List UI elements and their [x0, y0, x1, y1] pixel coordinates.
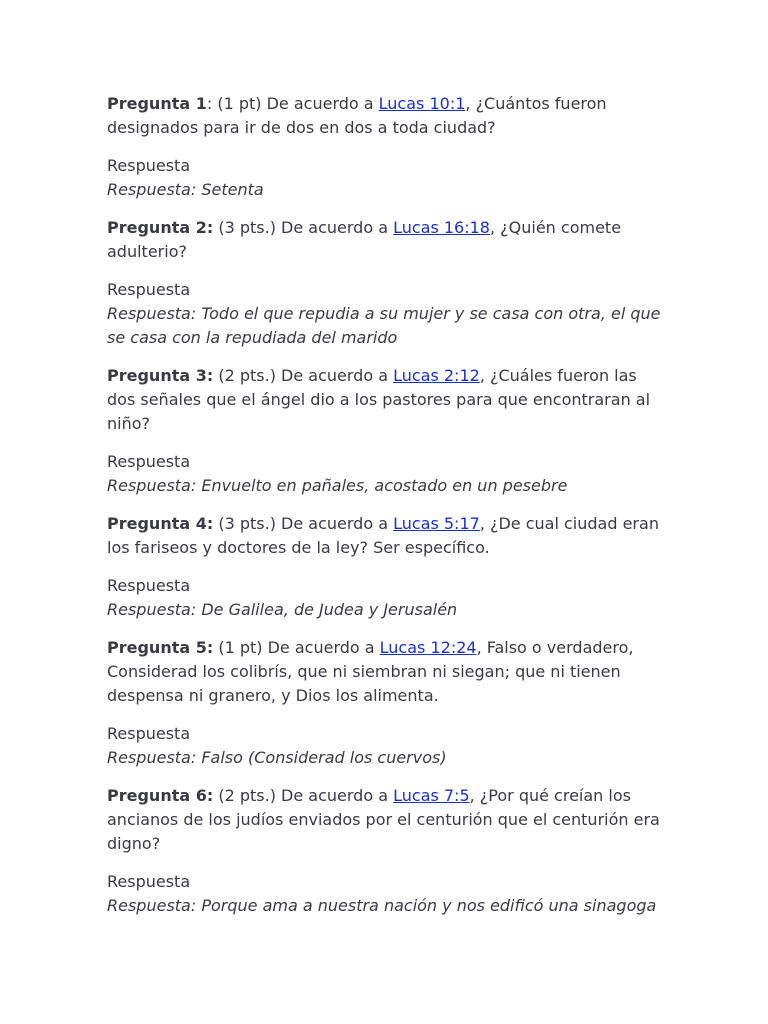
question-points: (3 pts.) De acuerdo a: [213, 218, 394, 237]
question-text: , ¿Quién comete adulterio?: [107, 218, 622, 261]
answer-text: Respuesta: Porque ama a nuestra nación y nos edificó una sinagoga: [107, 896, 657, 915]
answer-text: Respuesta: Envuelto en pañales, acostado en un pesebre: [107, 476, 568, 495]
question-label: Pregunta 1: [107, 94, 207, 113]
scripture-link[interactable]: Lucas 2:12: [393, 366, 480, 385]
answer-block-6: [107, 870, 668, 918]
question-2: [107, 216, 668, 264]
answer-block-5: [107, 722, 668, 770]
question-label: Pregunta 2:: [107, 218, 214, 237]
question-points: : (1 pt) De acuerdo a: [206, 94, 379, 113]
question-label: Pregunta 5:: [107, 638, 214, 657]
answer-block-3: [107, 450, 668, 498]
answer-text: Respuesta: Falso (Considerad los cuervos): [107, 748, 447, 767]
answer-text: Respuesta: Todo el que repudia a su mujer y se casa con otra, el que se casa con la repudiada del marido: [107, 304, 661, 347]
question-label: Pregunta 4:: [107, 514, 214, 533]
answer-block-2: [107, 278, 668, 350]
question-6: [107, 784, 668, 856]
answer-title: Respuesta: [107, 280, 191, 299]
answer-title: Respuesta: [107, 872, 191, 891]
question-points: (1 pt) De acuerdo a: [213, 638, 380, 657]
question-points: (3 pts.) De acuerdo a: [213, 514, 394, 533]
scripture-link[interactable]: Lucas 7:5: [393, 786, 470, 805]
question-5: [107, 636, 668, 708]
question-block-3: [107, 364, 668, 498]
question-text: , ¿Cuántos fueron designados para ir de dos en dos a toda ciudad?: [107, 94, 607, 137]
question-3: [107, 364, 668, 436]
question-block-5: [107, 636, 668, 770]
scripture-link[interactable]: Lucas 12:24: [379, 638, 477, 657]
question-label: Pregunta 3:: [107, 366, 214, 385]
answer-text: Respuesta: Setenta: [107, 180, 264, 199]
question-block-6: [107, 784, 668, 918]
answer-title: Respuesta: [107, 576, 191, 595]
question-label: Pregunta 6:: [107, 786, 214, 805]
question-1: [107, 92, 668, 140]
answer-block-1: [107, 154, 668, 202]
question-block-4: [107, 512, 668, 622]
question-block-1: [107, 92, 668, 202]
scripture-link[interactable]: Lucas 16:18: [393, 218, 490, 237]
question-text: , ¿Cuáles fueron las dos señales que el ángel dio a los pastores para que encontraran al niño?: [107, 366, 651, 433]
answer-title: Respuesta: [107, 724, 191, 743]
scripture-link[interactable]: Lucas 5:17: [393, 514, 480, 533]
question-text: , ¿De cual ciudad eran los fariseos y doctores de la ley? Ser específico.: [107, 514, 659, 557]
question-block-2: [107, 216, 668, 350]
answer-title: Respuesta: [107, 156, 191, 175]
answer-block-4: [107, 574, 668, 622]
question-4: [107, 512, 668, 560]
answer-text: Respuesta: De Galilea, de Judea y Jerusalén: [107, 600, 458, 619]
question-text: , Falso o verdadero, Considerad los colibrís, que ni siembran ni siegan; que ni tienen despensa ni granero, y Dios los alimenta.: [107, 638, 634, 705]
question-points: (2 pts.) De acuerdo a: [213, 786, 394, 805]
question-text: , ¿Por qué creían los ancianos de los judíos enviados por el centurión que el centurión era digno?: [107, 786, 660, 853]
scripture-link[interactable]: Lucas 10:1: [378, 94, 466, 113]
question-points: (2 pts.) De acuerdo a: [213, 366, 394, 385]
answer-title: Respuesta: [107, 452, 191, 471]
